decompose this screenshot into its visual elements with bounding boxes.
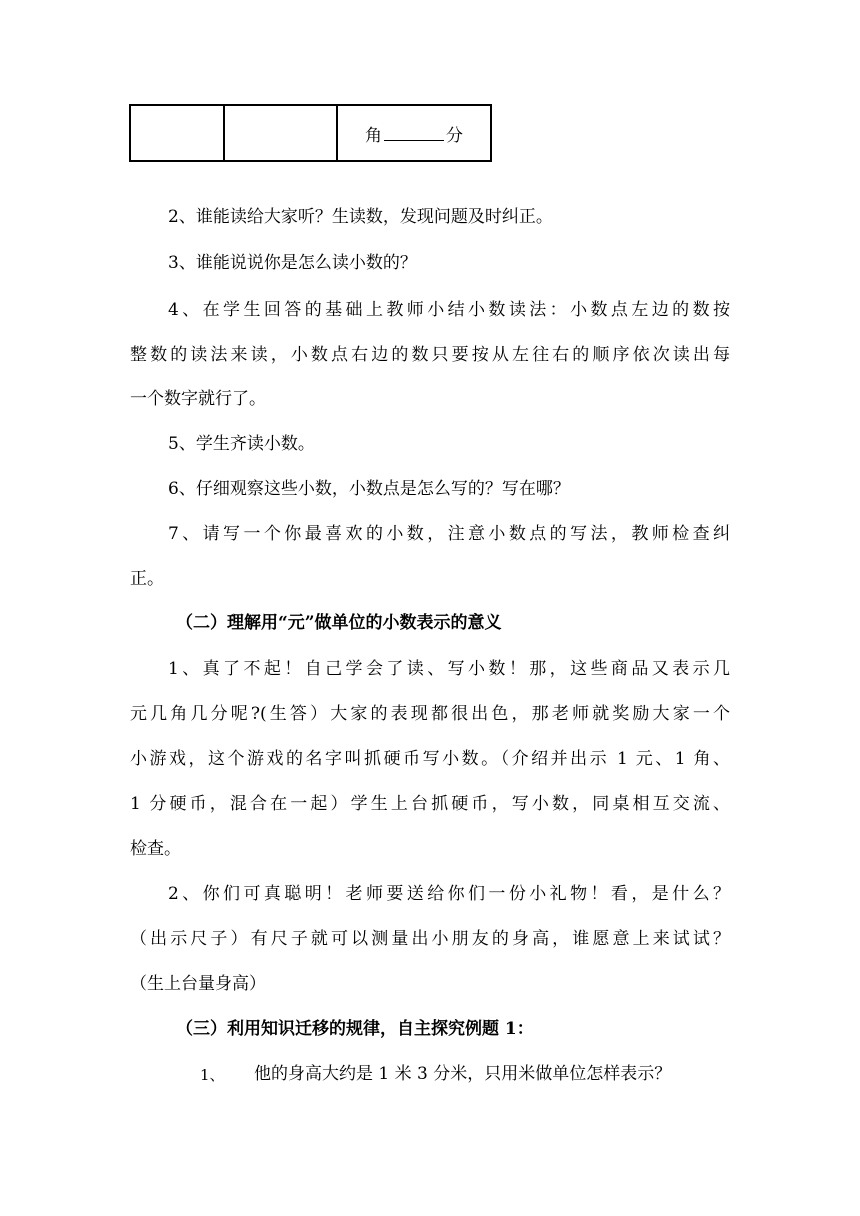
fill-in-blank bbox=[384, 126, 444, 141]
question-1-line-1: 1、真了不起！自己学会了读、写小数！那，这些商品又表示几 bbox=[168, 659, 730, 679]
table-cell-units bbox=[337, 105, 491, 161]
paragraph-2: 2、谁能读给大家听？生读数，发现问题及时纠正。 bbox=[168, 207, 553, 227]
unit-fill-in bbox=[338, 121, 490, 146]
section-heading-2: （二）理解用“元”做单位的小数表示的意义 bbox=[176, 613, 502, 633]
paragraph-4-line-1: 4、在学生回答的基础上教师小结小数读法：小数点左边的数按 bbox=[168, 300, 730, 320]
section-heading-3: （三）利用知识迁移的规律，自主探究例题 1： bbox=[176, 1019, 534, 1039]
table-cell bbox=[130, 105, 224, 161]
question-2-line-1: 2、你们可真聪明！老师要送给你们一份小礼物！看，是什么？ bbox=[168, 884, 730, 904]
list-item-number: 1、 bbox=[200, 1066, 225, 1084]
list-item-text: 他的身高大约是 1 米 3 分米，只用米做单位怎样表示？ bbox=[254, 1064, 672, 1084]
question-2-line-2: （出示尺子）有尺子就可以测量出小朋友的身高，谁愿意上来试试？ bbox=[130, 929, 730, 949]
question-1-line-3: 小游戏，这个游戏的名字叫抓硬币写小数。（介绍并出示 1 元、1 角、 bbox=[130, 749, 730, 769]
unit-jiao-label: 角 bbox=[365, 125, 382, 146]
question-2-line-3: （生上台量身高） bbox=[130, 974, 266, 994]
paragraph-3: 3、谁能说说你是怎么读小数的？ bbox=[168, 253, 417, 273]
table-row bbox=[130, 105, 491, 161]
money-table-fragment bbox=[129, 104, 492, 162]
table-cell bbox=[224, 105, 337, 161]
paragraph-6: 6、仔细观察这些小数，小数点是怎么写的？写在哪？ bbox=[168, 479, 570, 499]
paragraph-7-line-2: 正。 bbox=[130, 569, 164, 589]
question-1-line-2: 元几角几分呢?(生答）大家的表现都很出色，那老师就奖励大家一个 bbox=[130, 704, 730, 724]
paragraph-4-line-2: 整数的读法来读，小数点右边的数只要按从左往右的顺序依次读出每 bbox=[130, 345, 730, 365]
paragraph-7-line-1: 7、请写一个你最喜欢的小数，注意小数点的写法，教师检查纠 bbox=[168, 524, 730, 544]
question-1-line-4: 1 分硬币，混合在一起）学生上台抓硬币，写小数，同桌相互交流、 bbox=[130, 794, 730, 814]
unit-fen-label: 分 bbox=[446, 125, 463, 146]
question-1-line-5: 检查。 bbox=[130, 839, 181, 859]
paragraph-5: 5、学生齐读小数。 bbox=[168, 434, 315, 454]
paragraph-4-line-3: 一个数字就行了。 bbox=[130, 389, 266, 409]
